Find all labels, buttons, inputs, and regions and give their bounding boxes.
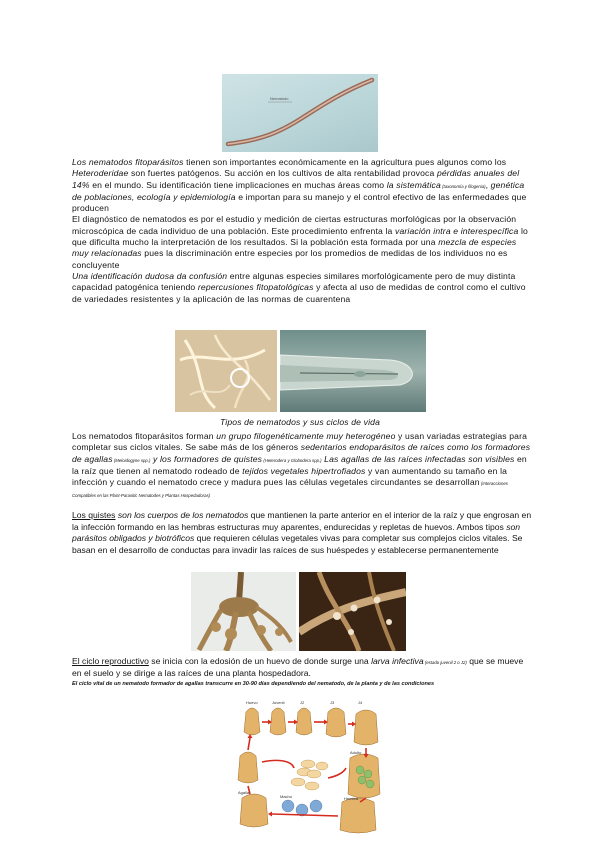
- term-los-quistes: Los quistes: [72, 510, 116, 520]
- text: e importan para su manejo y el control efectivo de las enfermedades que producen: [72, 191, 527, 214]
- diagnosis-paragraph: [72, 214, 532, 270]
- term-genetica: genética de poblaciones, ecología y epidemiología: [72, 179, 525, 202]
- life-cycle-diagram: [232, 698, 384, 836]
- text: y afecta al uso de medidas de control como el cultivo de variedades resistentes y la aplicación de las normas de cuarentena: [72, 282, 526, 304]
- cysts-paragraph: [72, 510, 532, 556]
- small-note: (Meloidogyne spp.): [112, 457, 151, 463]
- text: Los nematodos fitoparásitos forman: [72, 431, 217, 441]
- term-variacion: variación intra e interespecífica: [395, 225, 519, 236]
- small-note: (estado juvenil 2 o J2): [423, 660, 467, 665]
- head-drawing: [280, 330, 426, 412]
- cycle-label-1: Juvenil: [272, 700, 285, 705]
- term-sedentarios: sedentarios endoparásitos de raíces: [300, 442, 445, 453]
- cycle-label-4: J4: [358, 700, 363, 705]
- small-note: (Heterodera y Globodera spp.): [262, 457, 322, 463]
- nematode-label: Nematodo: [270, 96, 289, 101]
- nematodes-cluster-photo: [175, 330, 277, 412]
- cycle-label-2: J2: [300, 700, 305, 705]
- term-ciclo-reproductivo: El ciclo reproductivo: [72, 656, 149, 666]
- root-cysts-photo: [299, 572, 406, 651]
- term-sistematica: la sistemática: [386, 179, 441, 190]
- text: que mantienen la parte anterior en el interior de la raíz y que engrosan en la infección formando en las hembras estructuras muy aparentes, endurecidas y repletas de huevos. Ambos tipos: [72, 510, 532, 532]
- term-heterogeneo: un grupo filogenéticamente muy heterogéneo: [216, 431, 396, 441]
- text: y usan variadas estrategias para completar sus ciclos vitales. Se sabe más de los géneros: [72, 431, 528, 453]
- text: lo que dificulta mucho la interpretación de los resultados. Si la población esta formada por una: [72, 225, 528, 248]
- cycle-note: El ciclo vital de un nematodo formador de agallas transcurre en 30-90 días dependiendo del nematodo, de la planta y de las condiciones: [72, 680, 435, 687]
- text: en el mundo. Su identificación tiene implicaciones en muchas áreas como: [89, 179, 387, 190]
- text: que requieren células vegetales vivas para completar sus complejos ciclos vitales. Se basan en el desarrollo de conductas para invadir las raíces de sus huéspedes y establecerse permanentemente: [72, 533, 523, 555]
- life-cycle-drawing: [232, 698, 384, 836]
- text: ,: [485, 179, 491, 190]
- nematode-micrograph: [222, 74, 378, 152]
- term-larva-infectiva: larva infectiva: [371, 656, 424, 666]
- text: y van aumentando su tamaño en la infección y cuando el nematodo crece y madura pues las células vegetales circundantes se desarrollan: [72, 465, 508, 488]
- cycle-label-8: Agalla: [238, 790, 250, 795]
- text: El diagnóstico de nematodos es por el estudio y medición de ciertas estructuras morfológicas por la observación microscópica de cada individuo de una población. Este procedimiento enfrenta la: [72, 214, 517, 236]
- small-note: (Interacciones Compatibles en las Plant-Parasitic Nematodes y Plantas Hospedadoras): [72, 481, 508, 499]
- text: tienen son importantes económicamente en la agricultura pues algunos como los: [183, 157, 507, 167]
- nematode-drawing: [222, 74, 378, 152]
- cluster-drawing: [175, 330, 277, 412]
- term-repercusiones: repercusiones fitopatológicas: [197, 282, 314, 293]
- text: pues la discriminación entre especies por los promedios de medidas de los individuos no es concluyente: [72, 248, 508, 270]
- text: entre algunas especies similares morfológicamente pero de muy distinta capacidad patogénica teniendo: [72, 270, 516, 293]
- term-heteroderidae: Heteroderidae: [72, 168, 129, 179]
- text: que se mueve en el suelo y se dirige a las raíces de una planta hospedadora.: [72, 656, 524, 679]
- text: son fuertes patógenos. Su acción en los cultivos de alta rentabilidad provoca: [128, 168, 437, 179]
- term-perdidas: pérdidas anuales del 14%: [72, 168, 520, 190]
- term-agallas-visibles: Las agallas de las raíces infectadas son visibles: [324, 453, 515, 464]
- root-galls-photo: [191, 572, 296, 651]
- cycle-label-3: J3: [330, 700, 335, 705]
- root-cysts-drawing: [299, 572, 406, 651]
- term-parasitos-obligados: son parásitos obligados y biotróficos: [72, 521, 521, 543]
- term-tejidos: tejidos vegetales hipertrofiados: [242, 465, 366, 476]
- cycle-label-7: Macho: [280, 794, 293, 799]
- cycle-label-5: Adulto: [350, 750, 362, 755]
- cycle-label-0: Huevo: [246, 700, 258, 705]
- term-fitoparasitos: Los nematodos fitoparásitos: [72, 157, 184, 167]
- term-agallas: como los formadores de agallas: [72, 442, 531, 464]
- term-quistes: y los formadores de quistes: [152, 453, 263, 464]
- text: se inicia con la edosión de un huevo de donde surge una: [148, 656, 372, 666]
- term-identificacion: Una identificación dudosa da confusión: [72, 270, 228, 281]
- identification-paragraph: [72, 271, 532, 305]
- figure-caption: Tipos de nematodos y sus ciclos de vida: [219, 417, 381, 427]
- term-cuerpos: son los cuerpos de los nematodos: [117, 510, 249, 520]
- small-note: (taxonomía y filogenia): [440, 183, 486, 189]
- types-paragraph: [72, 431, 532, 502]
- intro-paragraph: [72, 157, 532, 305]
- reproductive-cycle-paragraph: [72, 656, 532, 688]
- term-mezcla: mezcla de especies muy relacionadas: [72, 237, 517, 259]
- text: en la raíz que tienen al nematodo rodeado de: [72, 453, 527, 476]
- root-galls-drawing: [191, 572, 296, 651]
- nematode-head-photo: [280, 330, 426, 412]
- cycle-label-6: Hembra: [344, 796, 359, 801]
